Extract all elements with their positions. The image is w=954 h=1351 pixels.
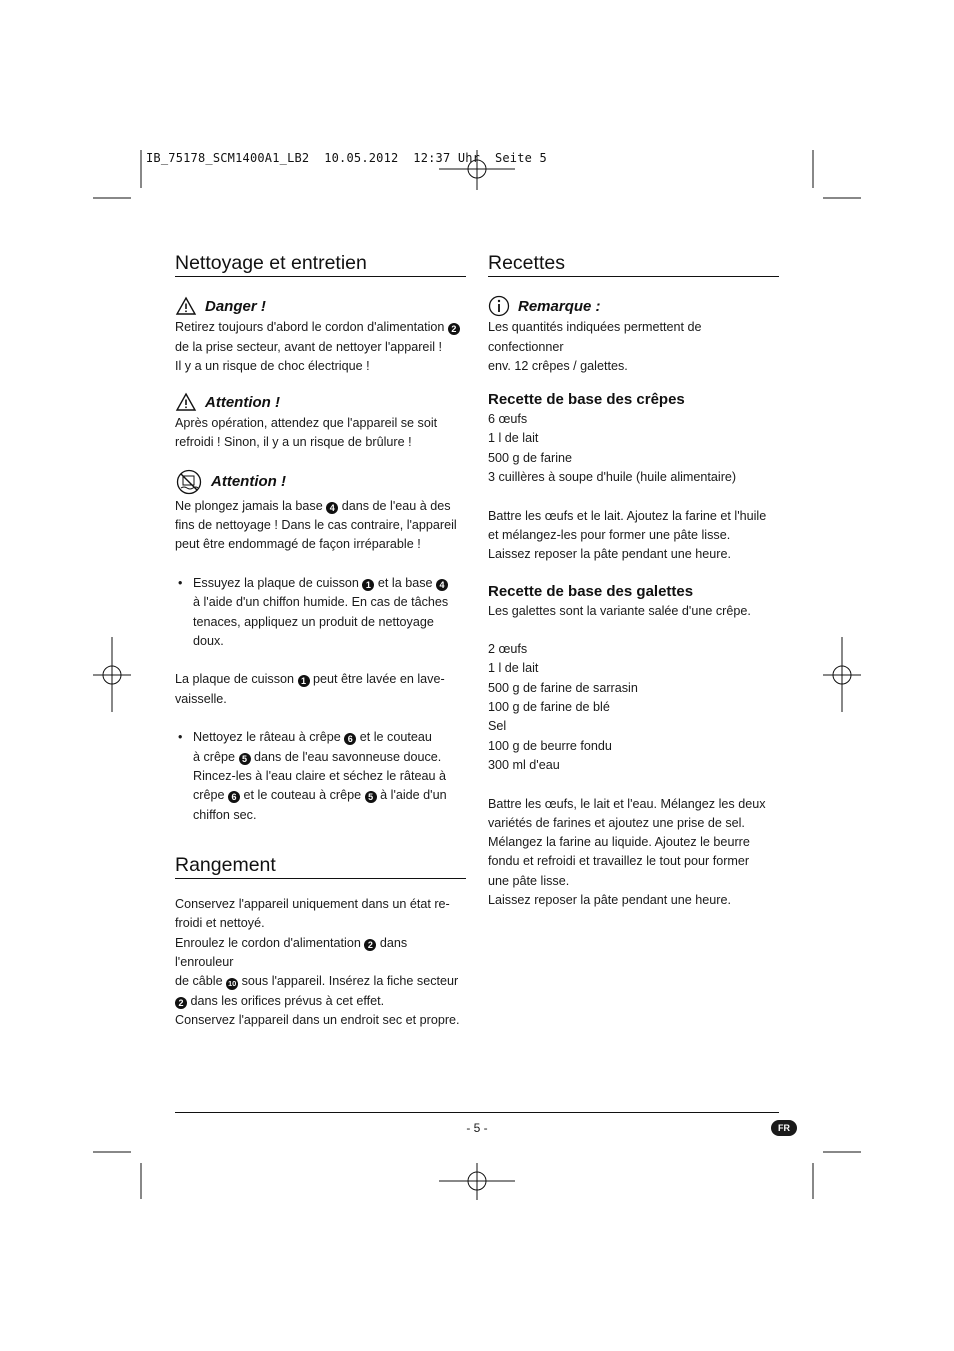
danger-text: Retirez toujours d'abord le cordon d'alimentation 2 de la prise secteur, avant de nettoyer l'appareil ! Il y a un risque de choc électrique ! [175,318,466,376]
plate-dishwasher-text: La plaque de cuisson 1 peut être lavée en lave- vaisselle. [175,672,445,706]
attention-label: Attention ! [205,393,280,411]
page-number: - 5 - [466,1121,488,1135]
ref-2-badge: 2 [448,323,460,335]
danger-heading [175,294,466,318]
attention-heading [175,390,466,414]
warning-triangle-icon [175,392,197,412]
galettes-ingredients: 2 œufs 1 l de lait 500 g de farine de sarrasin 100 g de farine de blé Sel 100 g de beurre fondu 300 ml d'eau [488,642,638,772]
galettes-steps: Battre les œufs, le lait et l'eau. Mélangez les deux variétés de farines et ajoutez une prise de sel. Mélangez la farine au liquide. Ajoutez le beurre fondu et refroidi et travaillez le tout pour former une pâte lisse. Laissez reposer la pâte pendant une heure. [488,796,766,908]
crepes-steps: Battre les œufs et le lait. Ajoutez la farine et l'huile et mélangez-les pour former une pâte lisse. Laissez reposer la pâte pendant une heure. [488,508,767,562]
galettes-recipe-title: Recette de base des galettes [488,582,694,600]
section-title-storage: Rangement [175,856,466,879]
info-icon [488,295,510,317]
storage-text: Conservez l'appareil uniquement dans un état re- froidi et nettoyé. Enroulez le cordon d'alimentation 2 dans l'enrouleur de câble 10 sous l'appareil. Insérez la fiche secteur 2 dans les orifices prévus à cet effet. Conservez l'appareil dans un endroit sec et propre. [175,897,460,1027]
no-immersion-heading [175,467,466,497]
cleaning-bullet-2: • Nettoyez le râteau à crêpe 6 et le couteau à crêpe 5 dans de l'eau savonneuse douce. Rincez-les à l'eau claire et séchez le râteau à crêpe 6 et le couteau à crêpe 5 à l'aide d'un chiffon sec. [175,728,466,824]
warning-triangle-icon [175,296,197,316]
cleaning-bullet-1: • Essuyez la plaque de cuisson 1 et la base 4 à l'aide d'un chiffon humide. En cas de tâches tenaces, appliquez un produit de nettoyage doux. [175,574,466,651]
no-immersion-icon [175,469,203,495]
language-badge: FR [771,1120,797,1136]
no-immersion-text: Ne plongez jamais la base 4 dans de l'eau à des fins de nettoyage ! Dans le cas contraire, l'appareil peut être endommagé de façon irréparable ! [175,498,457,552]
attention-text: Après opération, attendez que l'appareil se soit refroidi ! Sinon, il y a un risque de brûlure ! [175,416,438,450]
galettes-intro: Les galettes sont la variante salée d'une crêpe. [488,603,751,618]
crepes-ingredients: 6 œufs 1 l de lait 500 g de farine 3 cuillères à soupe d'huile (huile alimentaire) [488,412,737,485]
print-header: IB_75178_SCM1400A1_LB2 10.05.2012 12:37 Uhr Seite 5 [146,151,547,165]
crepes-recipe-title: Recette de base des crêpes [488,391,685,409]
note-text: Les quantités indiquées permettent de confectionner env. 12 crêpes / galettes. [488,320,702,373]
left-column [175,254,466,1030]
attention-label-2: Attention ! [211,473,286,491]
footer-rule [175,1112,779,1113]
danger-label: Danger ! [205,297,266,315]
note-label: Remarque : [518,297,601,315]
note-heading [488,294,779,318]
right-column [488,254,779,910]
section-title-cleaning: Nettoyage et entretien [175,254,466,277]
section-title-recipes: Recettes [488,254,779,277]
